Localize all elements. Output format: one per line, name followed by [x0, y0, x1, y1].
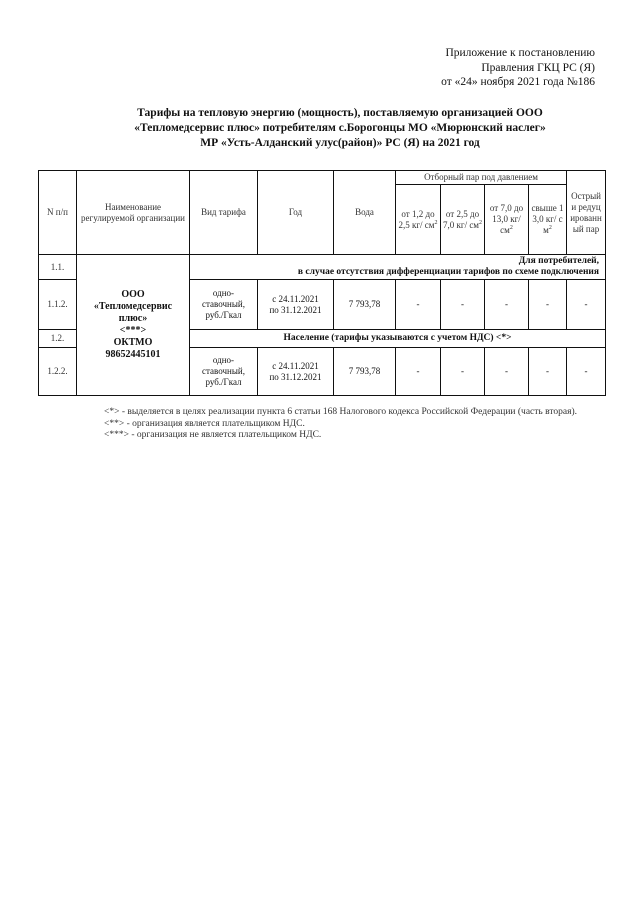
header-pressure-2: [441, 185, 485, 255]
row-1-type: одно-ставочный, руб./Гкал: [190, 280, 258, 330]
appendix-line-3: от «24» ноября 2021 года №186: [441, 76, 595, 88]
oktmo-label: ОКТМО: [113, 337, 153, 348]
header-pressure-1-sup: 2: [434, 219, 438, 226]
row-1-p2: -: [441, 280, 485, 330]
row-2-p1: -: [396, 348, 441, 396]
row-1-year: [258, 280, 334, 330]
header-pressure-4-text: свыше 13,0 кг/ см: [531, 203, 564, 235]
section-1-label: [190, 255, 606, 280]
organization-name-3: <***>: [119, 325, 147, 336]
footnote-1: <*> - выделяется в целях реализации пункта 6 статьи 168 Налогового кодекса Российской Федерации (часть вторая).: [104, 407, 578, 417]
header-year: Год: [258, 171, 334, 255]
row-1-year-from: с 24.11.2021: [272, 293, 319, 304]
footnote-3: <***> - организация не является плательщиком НДС.: [104, 430, 322, 440]
row-1-p4: -: [529, 280, 567, 330]
row-2-water: 7 793,78: [334, 348, 396, 396]
appendix-line-1: Приложение к постановлению: [445, 47, 595, 59]
header-steam-group: Отборный пар под давлением: [396, 171, 567, 185]
row-1-year-to: по 31.12.2021: [269, 304, 322, 315]
footnotes: [60, 407, 600, 442]
header-tariff-type: Вид тарифа: [190, 171, 258, 255]
row-1-water: 7 793,78: [334, 280, 396, 330]
document-title: [90, 106, 590, 151]
row-2-p3: -: [485, 348, 529, 396]
appendix-line-2: Правления ГКЦ РС (Я): [481, 61, 595, 74]
organization-cell: [77, 255, 190, 396]
section-1-label-line-1: Для потребителей,: [518, 256, 600, 266]
header-sharp-steam: Острый и редуцированный пар: [567, 171, 606, 255]
row-1-p1: -: [396, 280, 441, 330]
header-pressure-3: [485, 185, 529, 255]
row-2-num: 1.2.2.: [39, 348, 77, 396]
section-2-num: 1.2.: [39, 330, 77, 348]
row-1-num: 1.1.2.: [39, 280, 77, 330]
header-pressure-4: [529, 185, 567, 255]
row-2-year-to: по 31.12.2021: [269, 371, 322, 382]
header-pressure-2-sup: 2: [479, 219, 483, 226]
row-2-year: [258, 348, 334, 396]
row-1-p3: -: [485, 280, 529, 330]
appendix-header: [355, 46, 595, 90]
row-1-sharp: -: [567, 280, 606, 330]
header-organization: Наименование регулируемой организации: [77, 171, 190, 255]
title-line-1: Тарифы на тепловую энергию (мощность), поставляемую организацией ООО: [137, 107, 543, 119]
header-pressure-4-sup: 2: [548, 225, 552, 231]
header-num: N п/п: [39, 171, 77, 255]
row-2-year-from: с 24.11.2021: [272, 360, 319, 371]
header-pressure-3-sup: 2: [509, 225, 513, 231]
row-2-type: одно-ставочный, руб./Гкал: [190, 348, 258, 396]
header-pressure-1-text: от 1,2 до 2,5 кг/ см: [398, 208, 435, 230]
footnote-2: <**> - организация является плательщиком НДС.: [104, 418, 305, 429]
header-pressure-3-text: от 7,0 до 13,0 кг/ см: [489, 203, 524, 235]
row-2-p2: -: [441, 348, 485, 396]
section-1-label-line-2: в случае отсутствия дифференциации тарифов по схеме подключения: [297, 267, 600, 277]
title-line-2: «Тепломедсервис плюс» потребителям с.Борогонцы МО «Мюрюнский наслег»: [134, 122, 546, 134]
organization-name-2: «Тепломедсервис плюс»: [93, 301, 173, 324]
section-1-num: 1.1.: [39, 255, 77, 280]
tariff-table: [38, 170, 606, 396]
header-pressure-1: [396, 185, 441, 255]
oktmo-value: 98652445101: [105, 349, 161, 360]
section-2-label: Население (тарифы указываются с учетом НДС) <*>: [190, 330, 606, 348]
title-line-3: МР «Усть-Алданский улус(район)» РС (Я) на 2021 год: [200, 137, 480, 149]
header-water: Вода: [334, 171, 396, 255]
row-2-sharp: -: [567, 348, 606, 396]
organization-name-1: ООО: [121, 289, 145, 300]
header-pressure-2-text: от 2,5 до 7,0 кг/ см: [443, 208, 480, 230]
row-2-p4: -: [529, 348, 567, 396]
